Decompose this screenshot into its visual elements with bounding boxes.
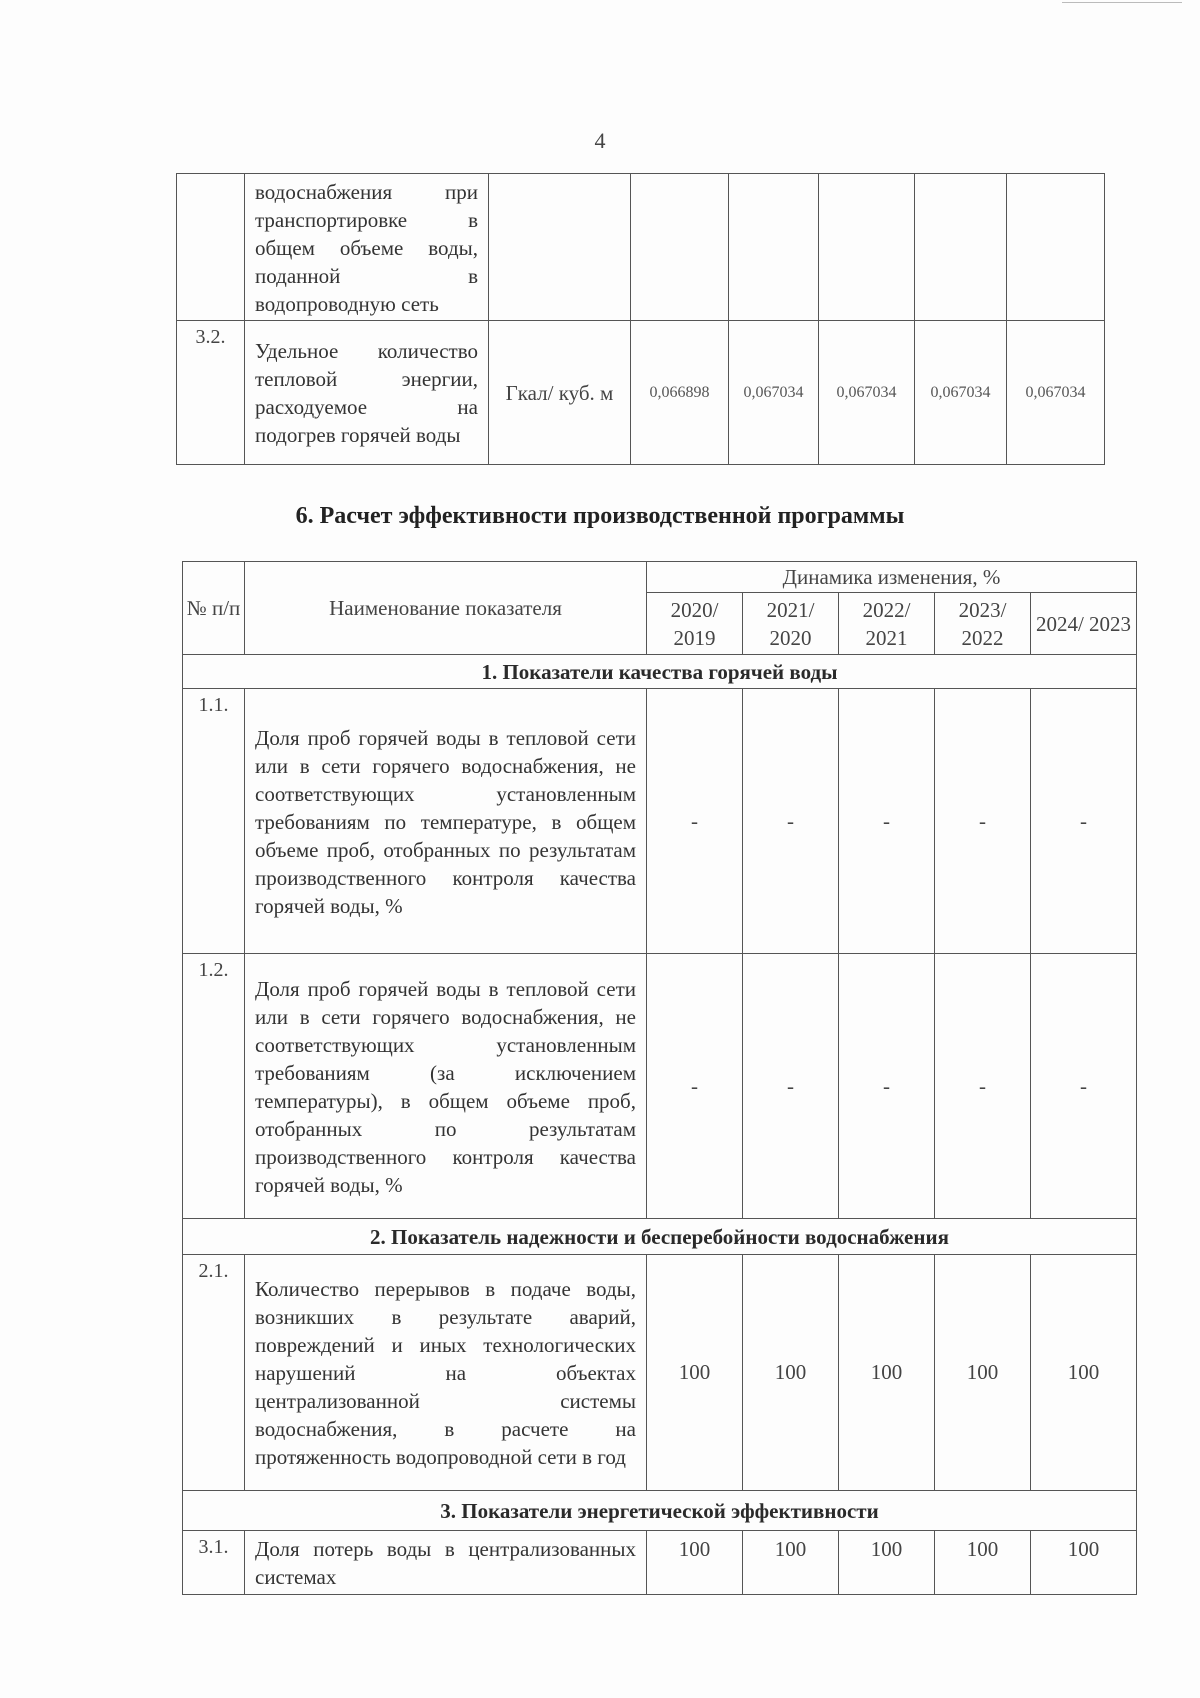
- table-row: [183, 689, 1137, 954]
- header-name: Наименование показателя: [245, 562, 647, 655]
- value-cell: 100: [743, 1531, 839, 1595]
- top-edge-rule: [1062, 2, 1182, 3]
- value-cell: -: [1031, 954, 1137, 1219]
- header-num: № п/п: [183, 562, 245, 655]
- value-cell: [915, 174, 1007, 321]
- header-year: 2021/ 2020: [743, 593, 839, 655]
- indicator-description: водоснабжения при транспортировке в общем объеме воды, поданной в водопроводную сеть: [245, 174, 489, 321]
- value-cell: [1007, 174, 1105, 321]
- value-cell: -: [935, 954, 1031, 1219]
- indicators-table-continued: [176, 173, 1105, 465]
- row-number: 1.2.: [183, 954, 245, 1219]
- section-row: [183, 655, 1137, 689]
- header-year: 2024/ 2023: [1031, 593, 1137, 655]
- value-cell: 100: [839, 1531, 935, 1595]
- row-number: 3.1.: [183, 1531, 245, 1595]
- section-title: 6. Расчет эффективности производственной программы: [295, 503, 905, 529]
- section-heading: 1. Показатели качества горячей воды: [183, 655, 1137, 689]
- unit-cell: Гкал/ куб. м: [489, 321, 631, 465]
- indicator-description: Удельное количество тепловой энергии, расходуемое на подогрев горячей воды: [245, 321, 489, 465]
- value-cell: -: [647, 954, 743, 1219]
- row-number: 3.2.: [177, 321, 245, 465]
- section-row: [183, 1491, 1137, 1531]
- value-cell: 100: [935, 1531, 1031, 1595]
- header-year: 2022/ 2021: [839, 593, 935, 655]
- table-row: [183, 1255, 1137, 1491]
- value-cell: -: [839, 954, 935, 1219]
- value-cell: -: [935, 689, 1031, 954]
- header-row: [183, 562, 1137, 593]
- value-cell: [631, 174, 729, 321]
- value-cell: 100: [935, 1255, 1031, 1491]
- unit-cell: [489, 174, 631, 321]
- value-cell: 100: [1031, 1255, 1137, 1491]
- header-year: 2020/ 2019: [647, 593, 743, 655]
- value-cell: 100: [839, 1255, 935, 1491]
- section-row: [183, 1219, 1137, 1255]
- value-cell: 0,067034: [1007, 321, 1105, 465]
- value-cell: 100: [743, 1255, 839, 1491]
- efficiency-table: [182, 561, 1137, 1595]
- value-cell: 0,067034: [819, 321, 915, 465]
- table-row: [183, 954, 1137, 1219]
- value-cell: [729, 174, 819, 321]
- value-cell: 0,067034: [729, 321, 819, 465]
- value-cell: [819, 174, 915, 321]
- row-number: 2.1.: [183, 1255, 245, 1491]
- value-cell: -: [1031, 689, 1137, 954]
- value-cell: -: [743, 689, 839, 954]
- indicator-description: Доля потерь воды в централизованных системах: [245, 1531, 647, 1595]
- indicator-description: Доля проб горячей воды в тепловой сети или в сети горячего водоснабжения, не соответствующих установленным требованиям (за исключением температуры), в общем объеме проб, отобранных по результатам производственного контроля качества горячей воды, %: [245, 954, 647, 1219]
- page-number: 4: [594, 128, 606, 153]
- value-cell: 0,067034: [915, 321, 1007, 465]
- value-cell: -: [647, 689, 743, 954]
- table-row: [183, 1531, 1137, 1595]
- row-number: [177, 174, 245, 321]
- value-cell: -: [743, 954, 839, 1219]
- section-heading: 2. Показатель надежности и бесперебойности водоснабжения: [183, 1219, 1137, 1255]
- value-cell: 0,066898: [631, 321, 729, 465]
- value-cell: -: [839, 689, 935, 954]
- indicator-description: Доля проб горячей воды в тепловой сети или в сети горячего водоснабжения, не соответствующих установленным требованиям по температуре, в общем объеме проб, отобранных по результатам производственного контроля качества горячей воды, %: [245, 689, 647, 954]
- row-number: 1.1.: [183, 689, 245, 954]
- value-cell: 100: [647, 1531, 743, 1595]
- header-dynamics: Динамика изменения, %: [647, 562, 1137, 593]
- value-cell: 100: [1031, 1531, 1137, 1595]
- table-row: [177, 174, 1105, 321]
- table-row: [177, 321, 1105, 465]
- section-heading: 3. Показатели энергетической эффективности: [183, 1491, 1137, 1531]
- value-cell: 100: [647, 1255, 743, 1491]
- indicator-description: Количество перерывов в подаче воды, возникших в результате аварий, повреждений и иных технологических нарушений на объектах централизованной системы водоснабжения, в расчете на протяженность водопроводной сети в год: [245, 1255, 647, 1491]
- header-year: 2023/ 2022: [935, 593, 1031, 655]
